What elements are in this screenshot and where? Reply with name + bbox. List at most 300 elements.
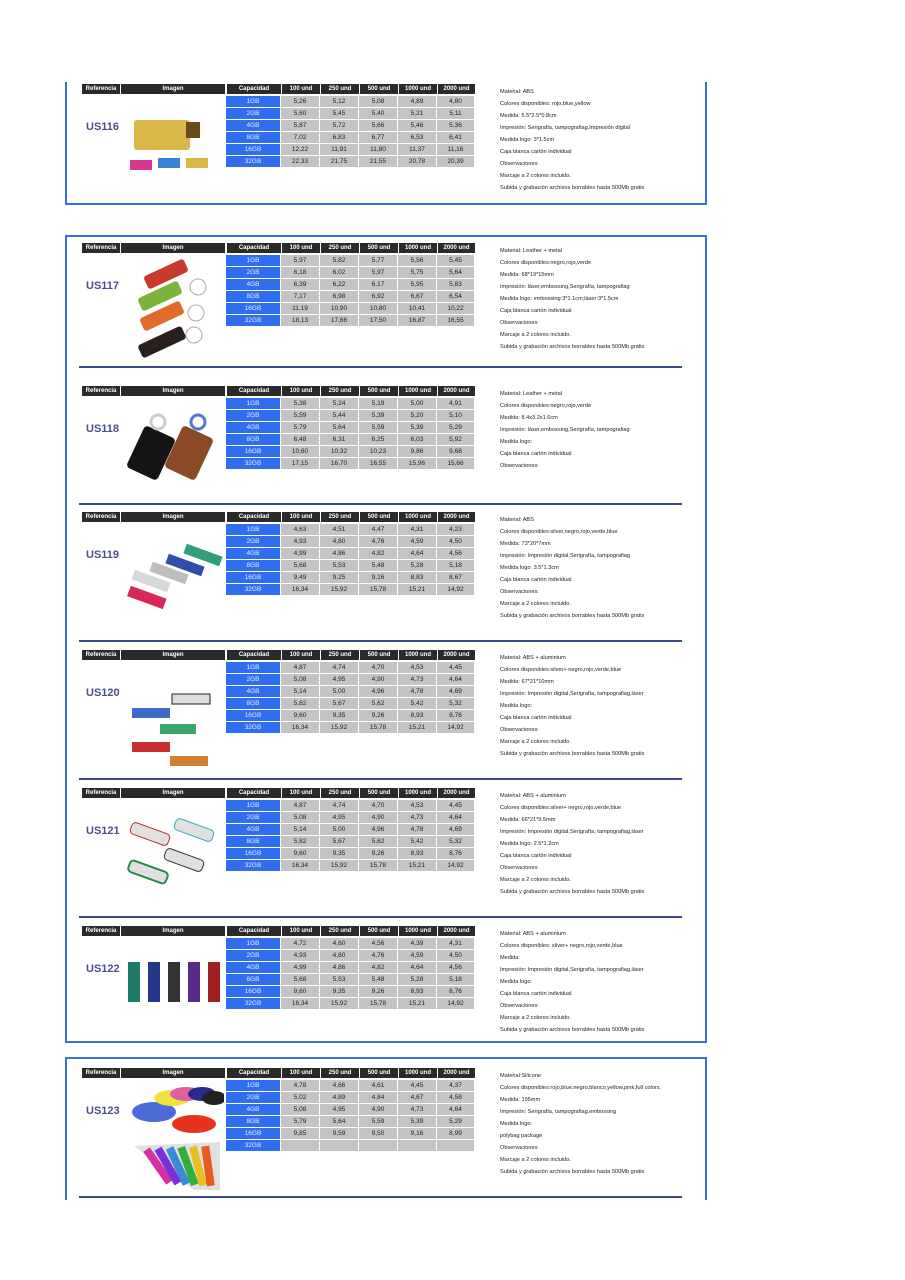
price-cell: 10,80	[359, 303, 397, 315]
spec-line: Impresión: Serigrafía, tampografiag,embossing	[500, 1109, 617, 1115]
price-cell: 4,74	[320, 662, 358, 674]
header-quantity: 500 und	[360, 84, 398, 94]
price-cell: 4,99	[281, 548, 319, 560]
price-cell: 4,93	[281, 536, 319, 548]
header-capacidad: Capacidad	[227, 650, 281, 660]
spec-line: Medida:	[500, 955, 520, 961]
header-quantity: 1000 und	[399, 926, 437, 936]
table-row	[226, 1080, 475, 1092]
table-row	[226, 410, 475, 422]
price-cell: 12,22	[281, 144, 319, 156]
table-row	[226, 291, 475, 303]
header-quantity: 500 und	[360, 512, 398, 522]
price-cell: 6,48	[281, 434, 319, 446]
header-imagen: Imagen	[121, 512, 225, 522]
header-quantity: 500 und	[360, 243, 398, 253]
price-cell: 5,11	[437, 108, 474, 120]
price-cell: 5,66	[359, 120, 397, 132]
spec-line: Subida y grabación archivos borrables hasta 500Mb gratis	[500, 613, 645, 619]
price-cell	[437, 1140, 474, 1152]
header-imagen: Imagen	[121, 1068, 225, 1078]
capacity-cell: 32GB	[226, 1140, 280, 1152]
capacity-cell: 8GB	[226, 698, 280, 710]
price-cell: 18,13	[281, 315, 319, 327]
spec-line: Subida y grabación archivos borrables hasta 500Mb gratis	[500, 185, 645, 191]
price-cell: 5,39	[398, 422, 436, 434]
price-cell: 11,16	[437, 144, 474, 156]
price-cell: 8,93	[398, 710, 436, 722]
header-quantity: 2000 und	[438, 386, 475, 396]
price-cell: 4,95	[320, 674, 358, 686]
price-table	[226, 1080, 475, 1152]
spec-line: Material: ABS + aluminium	[500, 793, 566, 799]
capacity-cell: 1GB	[226, 398, 280, 410]
price-cell: 5,10	[437, 410, 474, 422]
capacity-cell: 1GB	[226, 938, 280, 950]
spec-line: Impresión: láser,embossing,Serigrafía, tampografiag	[500, 284, 630, 290]
price-cell: 5,68	[281, 560, 319, 572]
price-cell: 6,18	[281, 267, 319, 279]
price-cell: 9,49	[281, 572, 319, 584]
capacity-cell: 4GB	[226, 824, 280, 836]
spec-line: Caja blanca cartón individual	[500, 149, 572, 155]
spec-line: Material:Silicone	[500, 1073, 542, 1079]
price-cell: 4,91	[437, 398, 474, 410]
table-row	[226, 524, 475, 536]
price-cell: 17,50	[359, 315, 397, 327]
capacity-cell: 8GB	[226, 836, 280, 848]
price-cell: 6,54	[437, 291, 474, 303]
price-cell: 5,36	[437, 120, 474, 132]
price-cell: 4,56	[437, 962, 474, 974]
price-cell: 15,78	[359, 584, 397, 596]
price-cell: 9,25	[320, 572, 358, 584]
spec-line: Subida y grabación archivos borrables hasta 500Mb gratis	[500, 889, 645, 895]
price-cell: 5,18	[437, 974, 474, 986]
price-cell: 15,78	[359, 722, 397, 734]
table-header	[82, 926, 476, 936]
price-cell: 5,46	[398, 120, 436, 132]
product-block-us119	[82, 512, 702, 642]
header-quantity: 1000 und	[399, 1068, 437, 1078]
table-row	[226, 1128, 475, 1140]
price-cell: 5,67	[320, 698, 358, 710]
spec-line: Material: ABS	[500, 517, 534, 523]
price-cell: 5,82	[281, 836, 319, 848]
table-row	[226, 950, 475, 962]
capacity-cell: 2GB	[226, 1092, 280, 1104]
price-cell	[359, 1140, 397, 1152]
capacity-cell: 32GB	[226, 584, 280, 596]
spec-line: Marcaje a 2 colores incluido.	[500, 739, 571, 745]
header-quantity: 250 und	[321, 386, 359, 396]
table-row	[226, 1140, 475, 1152]
header-quantity: 2000 und	[438, 84, 475, 94]
table-row	[226, 824, 475, 836]
header-quantity: 1000 und	[399, 84, 437, 94]
price-cell: 4,73	[398, 674, 436, 686]
product-block-us123	[82, 1068, 702, 1198]
capacity-cell: 8GB	[226, 1116, 280, 1128]
price-cell: 4,66	[320, 1080, 358, 1092]
capacity-cell: 16GB	[226, 710, 280, 722]
price-cell: 4,45	[437, 800, 474, 812]
spec-line: Medida logo: 3.5*1.3cm	[500, 565, 559, 571]
price-cell: 4,47	[359, 524, 397, 536]
table-row	[226, 974, 475, 986]
price-cell: 10,23	[359, 446, 397, 458]
price-cell: 5,77	[359, 255, 397, 267]
spec-line: Impresión: Impresión digital,Serigrafía, tampografiag,láser	[500, 691, 644, 697]
header-quantity: 100 und	[282, 243, 320, 253]
price-cell: 15,21	[398, 584, 436, 596]
spec-line: Caja blanca cartón individual	[500, 853, 572, 859]
price-cell: 6,77	[359, 132, 397, 144]
price-cell: 4,64	[437, 674, 474, 686]
price-cell: 4,90	[359, 674, 397, 686]
price-cell: 10,22	[437, 303, 474, 315]
price-cell: 5,68	[281, 974, 319, 986]
header-quantity: 100 und	[282, 512, 320, 522]
spec-line: Material: Leather + metal	[500, 391, 563, 397]
table-row	[226, 255, 475, 267]
price-cell: 4,80	[437, 96, 474, 108]
price-cell: 4,86	[320, 548, 358, 560]
gold-swivel-usb-icon	[124, 98, 224, 206]
slim-color-usb-icon	[124, 526, 224, 634]
product-reference: US121	[86, 825, 120, 837]
spec-line: Marcaje a 2 colores incluido.	[500, 1157, 571, 1163]
spec-line: Observaciones:	[500, 589, 539, 595]
price-cell: 5,24	[320, 398, 358, 410]
product-reference: US119	[86, 549, 120, 561]
price-cell: 4,51	[320, 524, 358, 536]
price-cell: 5,26	[281, 96, 319, 108]
price-cell: 21,55	[359, 156, 397, 168]
price-cell: 8,83	[398, 572, 436, 584]
spec-line: Colores disponibles:silver+ negro,rojo,verde,blue	[500, 667, 622, 673]
price-cell: 4,76	[359, 950, 397, 962]
price-cell: 4,70	[359, 662, 397, 674]
price-cell: 5,00	[398, 398, 436, 410]
leather-case-usb-icon	[124, 400, 224, 508]
capacity-cell: 1GB	[226, 662, 280, 674]
header-quantity: 2000 und	[438, 1068, 475, 1078]
header-capacidad: Capacidad	[227, 386, 281, 396]
price-cell: 15,21	[398, 722, 436, 734]
table-row	[226, 144, 475, 156]
price-cell: 9,86	[398, 446, 436, 458]
header-quantity: 500 und	[360, 926, 398, 936]
capacity-cell: 8GB	[226, 974, 280, 986]
price-cell: 4,50	[437, 950, 474, 962]
spec-line: Marcaje a 2 colores incluido.	[500, 173, 571, 179]
price-cell: 6,31	[320, 434, 358, 446]
price-cell: 11,19	[281, 303, 319, 315]
price-cell: 6,25	[359, 434, 397, 446]
capacity-cell: 1GB	[226, 96, 280, 108]
price-cell: 4,64	[398, 962, 436, 974]
spec-line: Medida: 66*21*9.5mm	[500, 817, 556, 823]
price-cell: 4,82	[359, 962, 397, 974]
table-row	[226, 722, 475, 734]
capacity-cell: 32GB	[226, 315, 280, 327]
price-cell: 8,76	[437, 986, 474, 998]
price-cell: 5,19	[359, 398, 397, 410]
table-row	[226, 398, 475, 410]
spec-line: Colores disponibles:silver,negro,rojo,verde,blue	[500, 529, 618, 535]
price-cell: 5,39	[398, 1116, 436, 1128]
spec-list	[500, 514, 710, 622]
spec-line: Medida: 195mm	[500, 1097, 541, 1103]
table-row	[226, 560, 475, 572]
capacity-cell: 1GB	[226, 255, 280, 267]
header-imagen: Imagen	[121, 788, 225, 798]
price-cell: 6,83	[320, 132, 358, 144]
spec-line: Medida logo:	[500, 1121, 533, 1127]
table-row	[226, 536, 475, 548]
table-header	[82, 788, 476, 798]
price-cell: 5,21	[398, 108, 436, 120]
price-cell: 9,16	[359, 572, 397, 584]
price-cell: 5,53	[320, 560, 358, 572]
price-cell: 15,92	[320, 584, 358, 596]
table-header	[82, 243, 476, 253]
price-cell: 5,48	[359, 974, 397, 986]
price-cell: 4,69	[437, 824, 474, 836]
upright-color-usb-icon	[124, 940, 224, 1048]
spec-line: polybag package	[500, 1133, 543, 1139]
price-cell: 16,55	[437, 315, 474, 327]
header-quantity: 500 und	[360, 386, 398, 396]
spec-line: Marcaje a 2 colores incluido.	[500, 601, 571, 607]
table-row	[226, 132, 475, 144]
spec-line: Material: ABS + aluminium	[500, 655, 566, 661]
price-cell: 4,78	[398, 824, 436, 836]
price-cell: 5,72	[320, 120, 358, 132]
price-cell: 5,67	[320, 836, 358, 848]
price-cell: 4,45	[437, 662, 474, 674]
header-referencia: Referencia	[82, 512, 120, 522]
price-cell: 4,70	[359, 800, 397, 812]
spec-line: Medida logo: 3*1.5cm	[500, 137, 555, 143]
price-cell: 6,03	[398, 434, 436, 446]
price-cell: 14,92	[437, 584, 474, 596]
price-cell: 6,67	[398, 291, 436, 303]
spec-list	[500, 388, 710, 472]
table-header	[82, 512, 476, 522]
price-cell: 15,66	[437, 458, 474, 470]
capacity-cell: 2GB	[226, 410, 280, 422]
capacity-cell: 2GB	[226, 536, 280, 548]
price-cell: 5,14	[281, 686, 319, 698]
spec-line: Medida: 8.4x3.2x1.6cm	[500, 415, 558, 421]
price-cell: 5,62	[359, 836, 397, 848]
price-cell: 4,59	[398, 536, 436, 548]
price-cell: 21,75	[320, 156, 358, 168]
product-reference: US116	[86, 121, 120, 133]
price-cell	[281, 1140, 319, 1152]
table-header	[82, 1068, 476, 1078]
price-cell: 5,92	[437, 434, 474, 446]
price-cell: 5,42	[398, 698, 436, 710]
table-header	[82, 84, 476, 94]
table-row	[226, 812, 475, 824]
spec-line: Caja blanca cartón individual	[500, 991, 572, 997]
capacity-cell: 4GB	[226, 120, 280, 132]
price-cell: 4,80	[320, 950, 358, 962]
price-cell: 5,48	[359, 560, 397, 572]
price-cell: 10,41	[398, 303, 436, 315]
price-cell: 4,31	[437, 938, 474, 950]
table-row	[226, 938, 475, 950]
capacity-cell: 4GB	[226, 1104, 280, 1116]
spec-line: Medida logo:	[500, 703, 533, 709]
capacity-cell: 16GB	[226, 1128, 280, 1140]
price-cell: 5,82	[320, 255, 358, 267]
spec-line: Caja blanca cartón individual	[500, 451, 572, 457]
capacity-cell: 16GB	[226, 848, 280, 860]
capacity-cell: 1GB	[226, 800, 280, 812]
spec-line: Medida: 73*20*7mm	[500, 541, 551, 547]
price-cell: 20,39	[437, 156, 474, 168]
price-cell: 15,92	[320, 860, 358, 872]
table-row	[226, 710, 475, 722]
capacity-cell: 1GB	[226, 1080, 280, 1092]
price-cell: 8,76	[437, 710, 474, 722]
header-quantity: 500 und	[360, 1068, 398, 1078]
header-referencia: Referencia	[82, 1068, 120, 1078]
price-cell: 4,96	[359, 686, 397, 698]
price-cell: 5,08	[281, 674, 319, 686]
price-cell: 8,93	[398, 986, 436, 998]
header-referencia: Referencia	[82, 650, 120, 660]
header-quantity: 100 und	[282, 788, 320, 798]
price-cell: 6,22	[320, 279, 358, 291]
header-referencia: Referencia	[82, 84, 120, 94]
spec-line: Medida: 68*19*15mm	[500, 272, 554, 278]
price-cell: 5,45	[320, 108, 358, 120]
spec-line: Impresión: Impresión digital,Serigrafía, tampografiag	[500, 553, 630, 559]
price-cell: 4,37	[437, 1080, 474, 1092]
silicone-wristband-usb-icon	[124, 1082, 224, 1190]
price-cell: 4,72	[281, 938, 319, 950]
capacity-cell: 8GB	[226, 291, 280, 303]
price-cell: 22,33	[281, 156, 319, 168]
price-cell: 5,79	[281, 1116, 319, 1128]
price-cell: 10,90	[320, 303, 358, 315]
price-cell: 8,76	[437, 848, 474, 860]
table-row	[226, 434, 475, 446]
header-capacidad: Capacidad	[227, 788, 281, 798]
price-cell: 16,34	[281, 998, 319, 1010]
price-cell: 5,38	[281, 398, 319, 410]
price-cell: 10,32	[320, 446, 358, 458]
spec-line: Impresión: láser,embossing,Serigrafía, tampografiag	[500, 427, 630, 433]
table-row	[226, 120, 475, 132]
header-capacidad: Capacidad	[227, 926, 281, 936]
price-table	[226, 662, 475, 734]
price-cell: 4,67	[398, 1092, 436, 1104]
price-cell: 16,34	[281, 584, 319, 596]
header-quantity: 250 und	[321, 84, 359, 94]
header-imagen: Imagen	[121, 243, 225, 253]
spec-line: Colores disponibles:silver+ negro,rojo,verde,blue	[500, 805, 622, 811]
price-cell: 15,96	[398, 458, 436, 470]
price-cell: 9,26	[359, 848, 397, 860]
spec-line: Impresión: Impresión digital,Serigrafía, tampografiag,láser	[500, 967, 644, 973]
header-capacidad: Capacidad	[227, 243, 281, 253]
price-cell: 4,59	[398, 950, 436, 962]
price-cell: 4,56	[437, 548, 474, 560]
header-imagen: Imagen	[121, 650, 225, 660]
product-reference: US123	[86, 1105, 120, 1117]
spec-line: Impresión: Serigrafía, tampografiag,Impresión digital	[500, 125, 630, 131]
header-capacidad: Capacidad	[227, 512, 281, 522]
spec-line: Subida y grabación archivos borrables hasta 500Mb gratis	[500, 1027, 645, 1033]
price-cell: 4,93	[281, 950, 319, 962]
capacity-cell: 4GB	[226, 686, 280, 698]
leather-keyring-usb-icon	[124, 257, 224, 365]
price-cell: 9,16	[398, 1128, 436, 1140]
table-row	[226, 315, 475, 327]
table-row	[226, 422, 475, 434]
table-row	[226, 584, 475, 596]
header-quantity: 2000 und	[438, 512, 475, 522]
aluminium-cap-usb-icon	[124, 664, 224, 772]
price-cell: 6,41	[437, 132, 474, 144]
capacity-cell: 8GB	[226, 434, 280, 446]
product-block-us116	[82, 84, 702, 214]
price-cell: 4,95	[320, 1104, 358, 1116]
price-cell: 4,78	[281, 1080, 319, 1092]
table-row	[226, 108, 475, 120]
header-quantity: 100 und	[282, 1068, 320, 1078]
price-cell: 5,32	[437, 836, 474, 848]
price-cell: 5,95	[398, 279, 436, 291]
spec-line: Colores disponibles: rojo,blue,yellow	[500, 101, 591, 107]
price-cell: 6,39	[281, 279, 319, 291]
price-cell: 15,92	[320, 998, 358, 1010]
spec-line: Material: ABS + aluminium	[500, 931, 566, 937]
price-cell: 4,23	[437, 524, 474, 536]
price-cell: 5,64	[437, 267, 474, 279]
header-quantity: 1000 und	[399, 386, 437, 396]
price-table	[226, 96, 475, 168]
table-row	[226, 674, 475, 686]
price-cell: 4,76	[359, 536, 397, 548]
table-row	[226, 860, 475, 872]
price-cell: 4,60	[320, 938, 358, 950]
spec-line: Colores disponibles:negro,rojo,verde	[500, 260, 592, 266]
table-row	[226, 267, 475, 279]
price-cell: 4,99	[281, 962, 319, 974]
spec-line: Marcaje a 2 colores incluido.	[500, 332, 571, 338]
capacity-cell: 32GB	[226, 156, 280, 168]
spec-line: Colores disponibles:negro,rojo,verde	[500, 403, 592, 409]
price-cell: 5,18	[437, 560, 474, 572]
price-cell: 11,91	[320, 144, 358, 156]
spec-line: Medida: 67*21*10mm	[500, 679, 554, 685]
capacity-cell: 2GB	[226, 812, 280, 824]
header-imagen: Imagen	[121, 926, 225, 936]
price-cell: 9,35	[320, 710, 358, 722]
table-row	[226, 303, 475, 315]
header-quantity: 250 und	[321, 1068, 359, 1078]
header-quantity: 100 und	[282, 926, 320, 936]
capacity-cell: 4GB	[226, 962, 280, 974]
price-cell: 4,31	[398, 524, 436, 536]
